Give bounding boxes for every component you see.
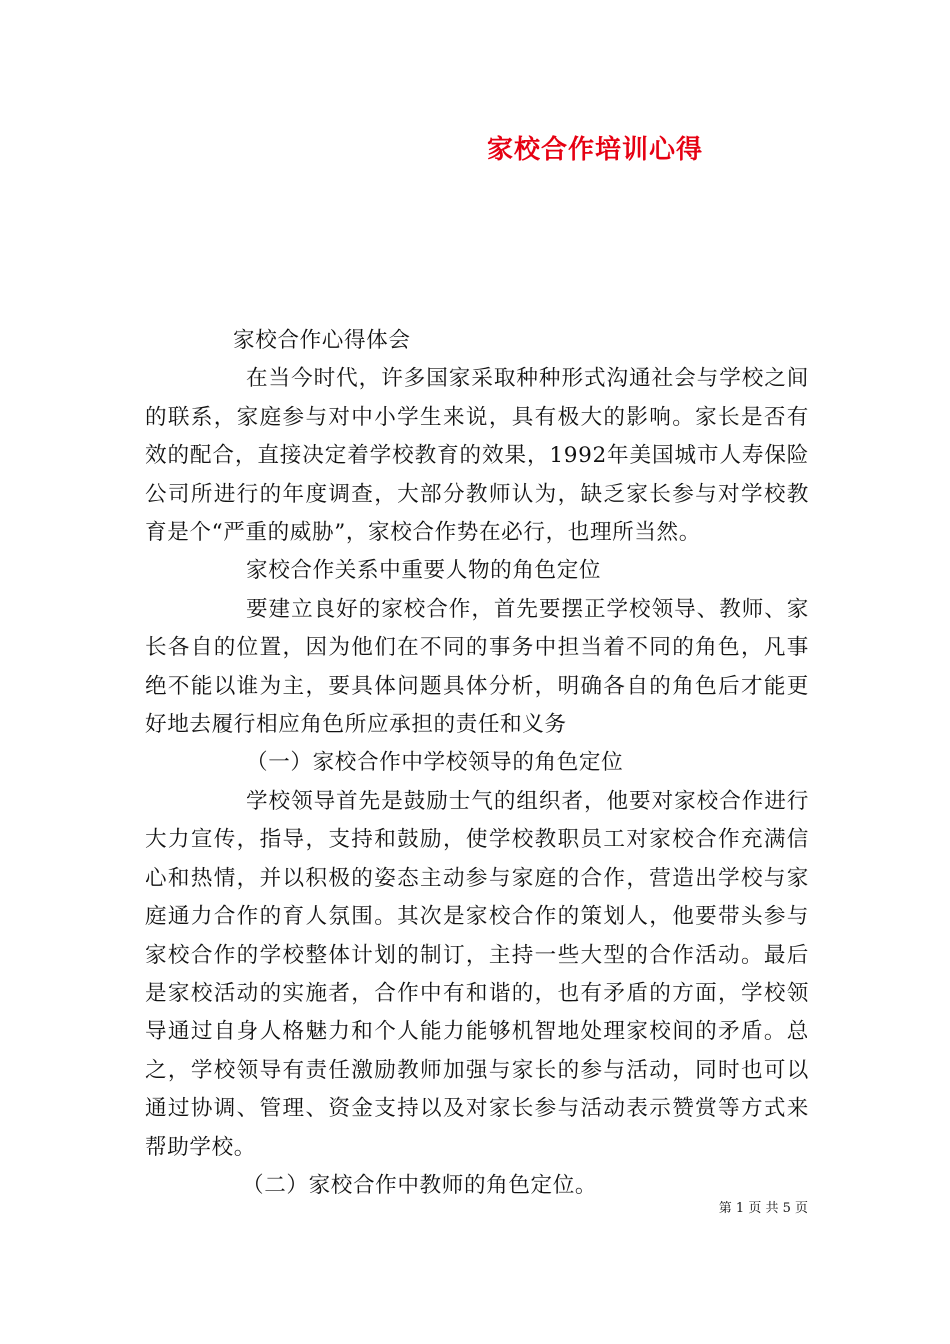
section-heading: 家校合作关系中重要人物的角色定位	[246, 558, 602, 584]
document-body	[145, 322, 809, 1205]
section-heading: （一）家校合作中学校领导的角色定位	[246, 750, 624, 776]
document-title: 家校合作培训心得	[487, 135, 704, 165]
section-heading: 家校合作心得体会	[233, 328, 411, 353]
paragraph: 在当今时代，许多国家采取种种形式沟通社会与学校之间的联系，家庭参与对中小学生来说，具有极大的影响。家长是否有效的配合，直接决定着学校教育的效果，1992年美国城市人寿保险公司所进行的年度调查，大部分教师认为，缺乏家长参与对学校教育是个“严重的威胁”，家校合作势在必行，也理所当然。	[145, 366, 809, 546]
page-number: 第 1 页 共 5 页	[718, 1201, 808, 1216]
section-heading: （二）家校合作中教师的角色定位。	[242, 1172, 598, 1198]
paragraph: 要建立良好的家校合作，首先要摆正学校领导、教师、家长各自的位置，因为他们在不同的事务中担当着不同的角色，凡事绝不能以谁为主，要具体问题具体分析，明确各自的角色后才能更好地去履行相应角色所应承担的责任和义务	[145, 596, 809, 738]
paragraph: 学校领导首先是鼓励士气的组织者，他要对家校合作进行大力宣传，指导，支持和鼓励，使学校教职员工对家校合作充满信心和热情，并以积极的姿态主动参与家庭的合作，营造出学校与家庭通力合作的育人氛围。其次是家校合作的策划人，他要带头参与家校合作的学校整体计划的制订，主持一些大型的合作活动。最后是家校活动的实施者，合作中有和谐的，也有矛盾的方面，学校领导通过自身人格魅力和个人能力能够机智地处理家校间的矛盾。总之，学校领导有责任激励教师加强与家长的参与活动，同时也可以通过协调、管理、资金支持以及对家长参与活动表示赞赏等方式来帮助学校。	[145, 788, 809, 1160]
